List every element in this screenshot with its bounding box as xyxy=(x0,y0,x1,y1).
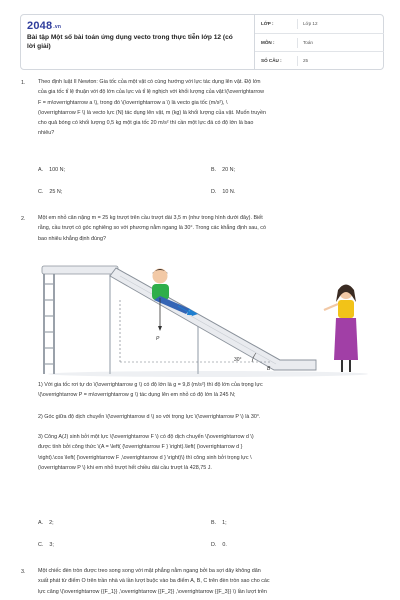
answer-option-d[interactable] xyxy=(211,542,227,548)
document-title: Bài tập Một số bài toán ứng dụng vecto trong thực tiễn lớp 12 (có lời giải) xyxy=(27,34,233,50)
question-line: cho quả bóng có khối lượng 0,5 kg một gia tốc 20 m/s² thì cần một lực đá có độ lớn là bao xyxy=(38,120,254,127)
answer-option-d[interactable] xyxy=(211,189,235,195)
answer-text: 2; xyxy=(49,520,54,526)
answer-option-c[interactable] xyxy=(38,189,62,195)
question-3-number: 3. xyxy=(21,569,26,575)
subject-label: MÔN : xyxy=(261,40,275,45)
slide-illustration xyxy=(38,262,380,378)
answer-text: 25 N; xyxy=(49,189,63,195)
question-line: nhiêu? xyxy=(38,130,55,137)
question-1-number: 1. xyxy=(21,80,26,86)
answer-label: C. xyxy=(38,189,44,195)
question-line: xuất phát từ điểm O trên trần nhà và lần lượt buộc vào ba điểm A, B, C trên đèn tròn sao cho các xyxy=(38,578,270,585)
count-label: SỐ CÂU : xyxy=(261,58,282,63)
answer-text: 0. xyxy=(222,542,227,548)
class-label: LỚP : xyxy=(261,21,274,26)
question-line: F = m\overrightarrow a \), trong đó \(\overrightarrow a \) là vecto gia tốc (m/s²), \ xyxy=(38,99,228,106)
class-value: Lớp 12 xyxy=(303,21,318,26)
answer-option-b[interactable] xyxy=(211,167,235,173)
question-line: Theo định luật II Newton: Gia tốc của một vật có cùng hướng với lực tác dụng lên vật. Độ lớn xyxy=(38,79,261,85)
statement-line: 3) Công A(J) sinh bởi một lực \(\overrightarrow F \) có độ dịch chuyển \(\overrightarrow d \) xyxy=(38,434,254,440)
statement-line: \right).\cos \left( {\overrightarrow F ,\overrightarrow d } \right)\) thì công sinh bởi trọng lực \ xyxy=(38,454,252,461)
question-2-text xyxy=(38,213,382,244)
question-line: lực căng \(\overrightarrow {{F_1}} ,\overrightarrow {{F_2}} ,\overrightarrow {{F_3}} \) lần lượt trên xyxy=(38,588,267,595)
answer-text: 100 N; xyxy=(49,167,65,173)
answer-text: 3; xyxy=(49,542,54,548)
question-line: của gia tốc tỉ lệ thuận với độ lớn của lực và tỉ lệ nghịch với khối lượng của vật:\(\overrightarrow xyxy=(38,89,265,96)
meta-count-row xyxy=(255,51,384,70)
answer-label: B. xyxy=(211,167,217,173)
statement-3 xyxy=(38,432,382,474)
question-3-text xyxy=(38,566,382,597)
meta-class-row xyxy=(255,15,384,33)
answer-label: A. xyxy=(38,520,44,526)
answer-text: 1; xyxy=(222,520,227,526)
question-1-text xyxy=(38,77,382,139)
logo-suffix: .vn xyxy=(53,24,62,30)
question-line: Một chiếc đèn tròn được treo song song với mặt phẳng nằm ngang bởi ba sợi dây không dãn xyxy=(38,568,261,574)
statement-2 xyxy=(38,412,382,422)
question-line: bao nhiêu khẳng định đúng? xyxy=(38,235,107,242)
statement-line: được tính bởi công thức \(A = \left( {\overrightarrow F } \right).\left( {\overrightarrow d } xyxy=(38,444,243,451)
subject-value: Toán xyxy=(303,40,313,45)
statement-1 xyxy=(38,380,382,401)
question-line: (\overrightarrow F \) là vecto lực (N) tác dụng lên vật, m (kg) là khối lượng của vật. Muốn truyền xyxy=(38,109,266,116)
question-line: Một em nhỏ cân nặng m = 25 kg trượt trên cầu trượt dài 3,5 m (như trong hình dưới đây). Biết xyxy=(38,215,263,221)
logo-text: 2048 xyxy=(27,20,53,32)
question-2-number: 2. xyxy=(21,216,26,222)
statement-line: (\overrightarrow P \) khi em nhỏ trượt hết chiều dài cầu trượt là 428,75 J. xyxy=(38,465,212,472)
answer-option-c[interactable] xyxy=(38,542,54,548)
question-line: rằng, cầu trượt có góc nghiêng so với phương nằm ngang là 30°. Trong các khẳng định sau, có xyxy=(38,225,266,232)
angle-label: 30° xyxy=(234,357,242,363)
statement-line: 1) Với gia tốc rơi tự do \(\overrightarrow g \) có độ lớn là g = 9,8 (m/s²) thì độ lớn của trọng lực xyxy=(38,382,263,388)
count-value: 25 xyxy=(303,58,309,63)
answer-text: 20 N; xyxy=(222,167,235,173)
answer-label: A. xyxy=(38,167,44,173)
answer-label: D. xyxy=(211,542,217,548)
answer-option-a[interactable] xyxy=(38,167,65,173)
answer-label: C. xyxy=(38,542,44,548)
vector-p-label: P xyxy=(156,336,160,342)
statement-line: \(\overrightarrow P = m\overrightarrow g \) tác dụng lên em nhỏ có độ lớn là 245 N; xyxy=(38,392,236,399)
answer-label: D. xyxy=(211,189,217,195)
answer-text: 10 N. xyxy=(222,189,236,195)
statement-line: 2) Góc giữa độ dịch chuyển \(\overrightarrow d \) so với trọng lực \(\overrightarrow P \) là 30°. xyxy=(38,414,261,420)
answer-option-a[interactable] xyxy=(38,520,54,526)
point-b-label: B xyxy=(267,366,271,372)
meta-box xyxy=(254,15,384,69)
site-logo[interactable] xyxy=(27,20,61,32)
answer-option-b[interactable] xyxy=(211,520,227,526)
document-header xyxy=(20,14,384,70)
answer-label: B. xyxy=(211,520,217,526)
meta-subject-row xyxy=(255,33,384,52)
